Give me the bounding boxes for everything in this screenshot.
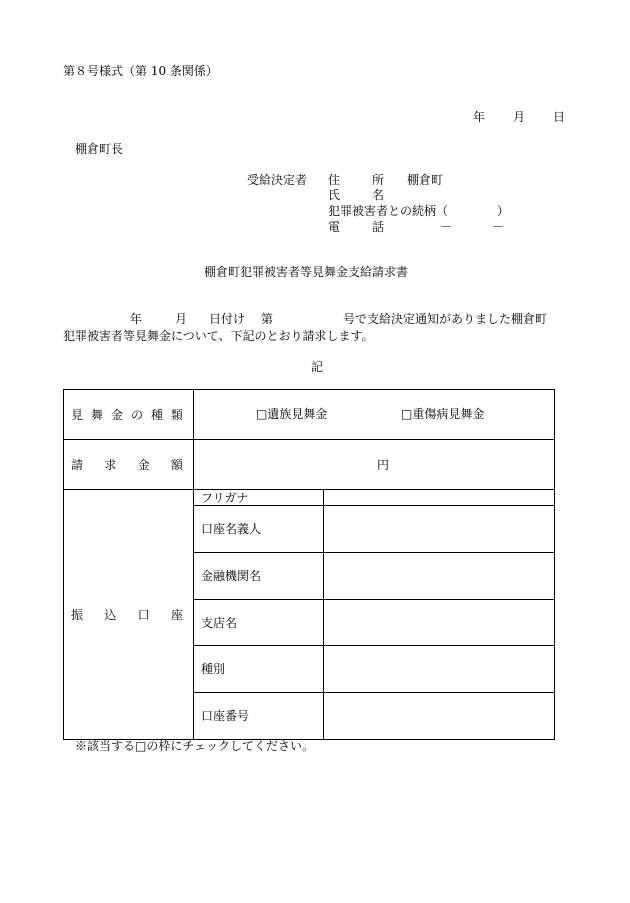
type-options-cell <box>194 390 555 440</box>
body-day-suffix: 日付け <box>209 312 246 326</box>
bank-name-value[interactable] <box>324 553 555 600</box>
type-label-char: 種 <box>150 407 163 422</box>
type-label-char: の <box>130 407 143 422</box>
address-label-2: 所 <box>372 173 385 187</box>
branch-name-label: 支店名 <box>194 600 324 646</box>
body-month: 月 <box>175 312 188 326</box>
body-line1-rest: 号で支給決定通知がありました棚倉町 <box>343 312 548 326</box>
account-number-label: 口座番号 <box>194 693 324 740</box>
name-label-1: 氏 <box>328 188 341 202</box>
phone-dash-2: － <box>492 220 505 234</box>
amount-label-char: 額 <box>170 457 183 472</box>
document-title: 棚倉町犯罪被害者等見舞金支給請求書 <box>204 265 409 279</box>
account-type-label: 種別 <box>194 646 324 693</box>
account-holder-label: 口座名義人 <box>194 506 324 553</box>
bank-name-label: 金融機関名 <box>194 553 324 600</box>
yen-unit: 円 <box>376 457 389 472</box>
phone-label-2: 話 <box>372 220 385 234</box>
furigana-value[interactable] <box>324 490 555 506</box>
date-month: 月 <box>513 110 526 124</box>
body-line2: 犯罪被害者等見舞金について、下記のとおり請求します。 <box>63 329 374 343</box>
body-year: 年 <box>130 312 143 326</box>
relation-label: 犯罪被害者との続柄（ <box>328 204 449 218</box>
amount-label-cell <box>64 440 194 490</box>
phone-dash-1: － <box>440 220 453 234</box>
branch-name-value[interactable] <box>324 600 555 646</box>
address-value: 棚倉町 <box>407 173 444 187</box>
phone-label-1: 電 <box>328 220 341 234</box>
account-label-char: 口 <box>137 607 150 622</box>
serious-injury-checkbox[interactable]: □重傷病見舞金 <box>401 406 485 421</box>
account-row-furigana <box>64 490 555 506</box>
type-label-char: 金 <box>110 407 123 422</box>
name-label-2: 名 <box>372 188 385 202</box>
applicant-role-label: 受給決定者 <box>247 173 308 187</box>
type-label-char: 見 <box>71 407 84 422</box>
type-label-char: 類 <box>170 407 183 422</box>
account-label-cell <box>64 490 194 740</box>
account-number-value[interactable] <box>324 693 555 740</box>
addressee: 棚倉町長 <box>75 142 124 156</box>
type-label-cell <box>64 390 194 440</box>
form-number: 第８号様式（第 10 条関係） <box>63 64 218 78</box>
amount-label-char: 金 <box>137 457 150 472</box>
amount-row <box>64 440 555 490</box>
request-form-table <box>63 389 555 740</box>
account-label-char: 座 <box>170 607 183 622</box>
date-year: 年 <box>473 110 486 124</box>
type-label-char: 舞 <box>90 407 103 422</box>
body-number-prefix: 第 <box>261 312 274 326</box>
type-row <box>64 390 555 440</box>
amount-label-char: 請 <box>71 457 84 472</box>
relation-close: ） <box>497 204 510 218</box>
date-day: 日 <box>553 110 566 124</box>
ki-mark: 記 <box>311 360 324 374</box>
account-label-char: 振 <box>71 607 84 622</box>
amount-value-cell[interactable] <box>194 440 555 490</box>
bereaved-family-checkbox[interactable]: □遺族見舞金 <box>256 406 328 421</box>
amount-label-char: 求 <box>104 457 117 472</box>
account-label-char: 込 <box>104 607 117 622</box>
account-holder-value[interactable] <box>324 506 555 553</box>
address-label-1: 住 <box>328 173 341 187</box>
footnote: ※該当する□の枠にチェックしてください。 <box>75 739 314 753</box>
furigana-label: フリガナ <box>194 490 324 506</box>
account-type-value[interactable] <box>324 646 555 693</box>
